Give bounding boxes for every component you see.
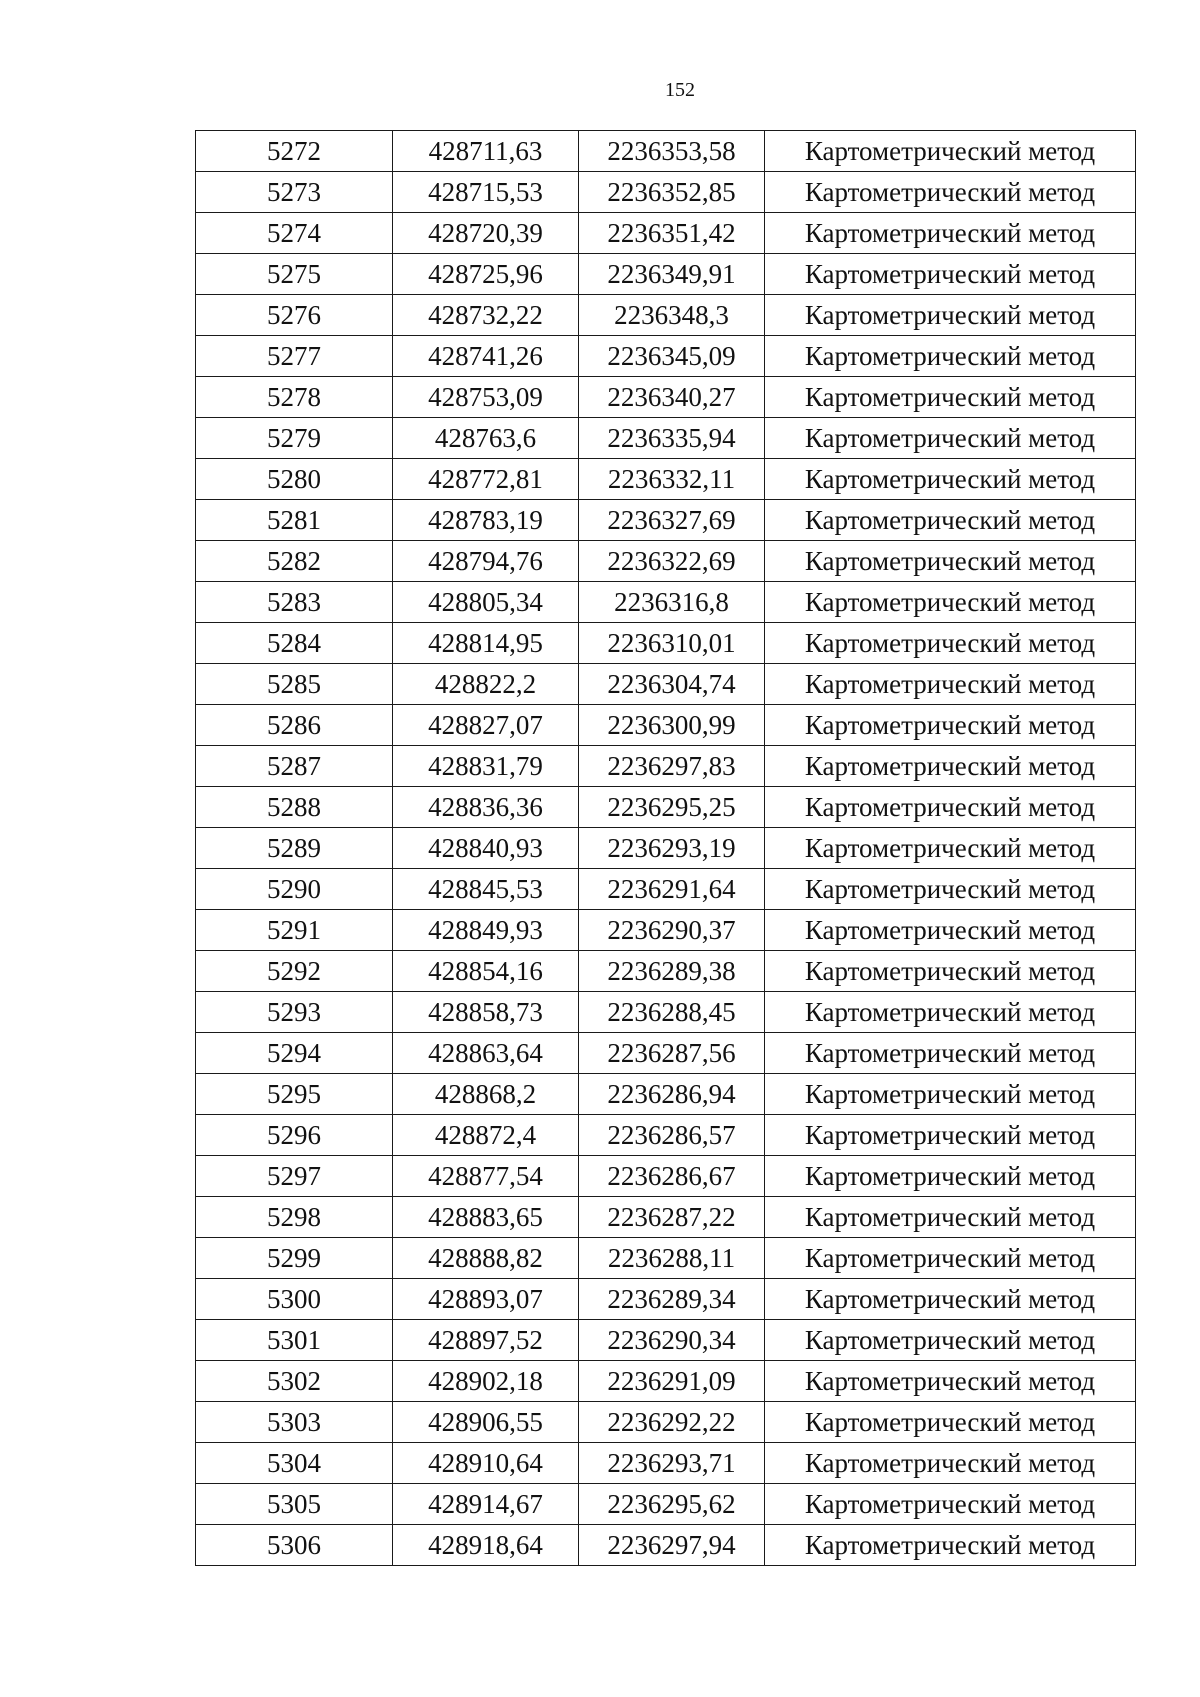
x-coordinate-cell: 428715,53: [393, 172, 579, 213]
x-coordinate-cell: 428725,96: [393, 254, 579, 295]
method-cell: Картометрический метод: [765, 910, 1136, 951]
point-number-cell: 5295: [196, 1074, 393, 1115]
point-number-cell: 5292: [196, 951, 393, 992]
y-coordinate-cell: 2236297,94: [579, 1525, 765, 1566]
x-coordinate-cell: 428888,82: [393, 1238, 579, 1279]
point-number-cell: 5290: [196, 869, 393, 910]
point-number-cell: 5300: [196, 1279, 393, 1320]
table-row: [196, 254, 1136, 295]
point-number-cell: 5287: [196, 746, 393, 787]
table-row: [196, 664, 1136, 705]
x-coordinate-cell: 428872,4: [393, 1115, 579, 1156]
y-coordinate-cell: 2236286,94: [579, 1074, 765, 1115]
method-cell: Картометрический метод: [765, 664, 1136, 705]
table-row: [196, 377, 1136, 418]
method-cell: Картометрический метод: [765, 459, 1136, 500]
x-coordinate-cell: 428741,26: [393, 336, 579, 377]
y-coordinate-cell: 2236340,27: [579, 377, 765, 418]
y-coordinate-cell: 2236295,62: [579, 1484, 765, 1525]
point-number-cell: 5306: [196, 1525, 393, 1566]
table-row: [196, 172, 1136, 213]
y-coordinate-cell: 2236297,83: [579, 746, 765, 787]
x-coordinate-cell: 428720,39: [393, 213, 579, 254]
point-number-cell: 5298: [196, 1197, 393, 1238]
table-row: [196, 951, 1136, 992]
coordinates-table-body: [196, 131, 1136, 1566]
point-number-cell: 5305: [196, 1484, 393, 1525]
x-coordinate-cell: 428822,2: [393, 664, 579, 705]
point-number-cell: 5301: [196, 1320, 393, 1361]
point-number-cell: 5296: [196, 1115, 393, 1156]
point-number-cell: 5276: [196, 295, 393, 336]
y-coordinate-cell: 2236290,37: [579, 910, 765, 951]
x-coordinate-cell: 428877,54: [393, 1156, 579, 1197]
y-coordinate-cell: 2236327,69: [579, 500, 765, 541]
method-cell: Картометрический метод: [765, 541, 1136, 582]
point-number-cell: 5289: [196, 828, 393, 869]
y-coordinate-cell: 2236293,19: [579, 828, 765, 869]
y-coordinate-cell: 2236349,91: [579, 254, 765, 295]
y-coordinate-cell: 2236286,67: [579, 1156, 765, 1197]
point-number-cell: 5273: [196, 172, 393, 213]
point-number-cell: 5299: [196, 1238, 393, 1279]
x-coordinate-cell: 428883,65: [393, 1197, 579, 1238]
y-coordinate-cell: 2236351,42: [579, 213, 765, 254]
table-row: [196, 1074, 1136, 1115]
x-coordinate-cell: 428849,93: [393, 910, 579, 951]
method-cell: Картометрический метод: [765, 1402, 1136, 1443]
table-row: [196, 746, 1136, 787]
method-cell: Картометрический метод: [765, 295, 1136, 336]
x-coordinate-cell: 428732,22: [393, 295, 579, 336]
table-row: [196, 131, 1136, 172]
x-coordinate-cell: 428897,52: [393, 1320, 579, 1361]
x-coordinate-cell: 428910,64: [393, 1443, 579, 1484]
method-cell: Картометрический метод: [765, 1279, 1136, 1320]
y-coordinate-cell: 2236322,69: [579, 541, 765, 582]
method-cell: Картометрический метод: [765, 705, 1136, 746]
x-coordinate-cell: 428763,6: [393, 418, 579, 459]
method-cell: Картометрический метод: [765, 418, 1136, 459]
y-coordinate-cell: 2236293,71: [579, 1443, 765, 1484]
y-coordinate-cell: 2236304,74: [579, 664, 765, 705]
table-row: [196, 787, 1136, 828]
method-cell: Картометрический метод: [765, 1361, 1136, 1402]
table-row: [196, 213, 1136, 254]
method-cell: Картометрический метод: [765, 869, 1136, 910]
x-coordinate-cell: 428863,64: [393, 1033, 579, 1074]
table-row: [196, 1115, 1136, 1156]
point-number-cell: 5284: [196, 623, 393, 664]
table-row: [196, 1033, 1136, 1074]
point-number-cell: 5278: [196, 377, 393, 418]
table-row: [196, 910, 1136, 951]
x-coordinate-cell: 428840,93: [393, 828, 579, 869]
method-cell: Картометрический метод: [765, 623, 1136, 664]
y-coordinate-cell: 2236353,58: [579, 131, 765, 172]
table-row: [196, 1443, 1136, 1484]
x-coordinate-cell: 428906,55: [393, 1402, 579, 1443]
point-number-cell: 5288: [196, 787, 393, 828]
y-coordinate-cell: 2236335,94: [579, 418, 765, 459]
point-number-cell: 5279: [196, 418, 393, 459]
point-number-cell: 5297: [196, 1156, 393, 1197]
point-number-cell: 5282: [196, 541, 393, 582]
table-row: [196, 1484, 1136, 1525]
y-coordinate-cell: 2236316,8: [579, 582, 765, 623]
method-cell: Картометрический метод: [765, 1238, 1136, 1279]
method-cell: Картометрический метод: [765, 1443, 1136, 1484]
y-coordinate-cell: 2236290,34: [579, 1320, 765, 1361]
table-row: [196, 582, 1136, 623]
method-cell: Картометрический метод: [765, 828, 1136, 869]
y-coordinate-cell: 2236292,22: [579, 1402, 765, 1443]
table-row: [196, 869, 1136, 910]
method-cell: Картометрический метод: [765, 1156, 1136, 1197]
method-cell: Картометрический метод: [765, 213, 1136, 254]
method-cell: Картометрический метод: [765, 582, 1136, 623]
table-row: [196, 1238, 1136, 1279]
method-cell: Картометрический метод: [765, 254, 1136, 295]
x-coordinate-cell: 428858,73: [393, 992, 579, 1033]
x-coordinate-cell: 428827,07: [393, 705, 579, 746]
y-coordinate-cell: 2236288,11: [579, 1238, 765, 1279]
y-coordinate-cell: 2236291,09: [579, 1361, 765, 1402]
method-cell: Картометрический метод: [765, 1484, 1136, 1525]
method-cell: Картометрический метод: [765, 1320, 1136, 1361]
point-number-cell: 5274: [196, 213, 393, 254]
method-cell: Картометрический метод: [765, 131, 1136, 172]
table-row: [196, 295, 1136, 336]
x-coordinate-cell: 428783,19: [393, 500, 579, 541]
point-number-cell: 5291: [196, 910, 393, 951]
method-cell: Картометрический метод: [765, 336, 1136, 377]
method-cell: Картометрический метод: [765, 172, 1136, 213]
x-coordinate-cell: 428711,63: [393, 131, 579, 172]
table-row: [196, 418, 1136, 459]
method-cell: Картометрический метод: [765, 500, 1136, 541]
table-row: [196, 1361, 1136, 1402]
y-coordinate-cell: 2236310,01: [579, 623, 765, 664]
point-number-cell: 5272: [196, 131, 393, 172]
x-coordinate-cell: 428854,16: [393, 951, 579, 992]
page-number: 152: [665, 79, 695, 101]
table-row: [196, 623, 1136, 664]
table-row: [196, 336, 1136, 377]
table-row: [196, 1197, 1136, 1238]
method-cell: Картометрический метод: [765, 1115, 1136, 1156]
x-coordinate-cell: 428845,53: [393, 869, 579, 910]
y-coordinate-cell: 2236286,57: [579, 1115, 765, 1156]
y-coordinate-cell: 2236288,45: [579, 992, 765, 1033]
table-row: [196, 705, 1136, 746]
table-row: [196, 500, 1136, 541]
x-coordinate-cell: 428794,76: [393, 541, 579, 582]
point-number-cell: 5283: [196, 582, 393, 623]
y-coordinate-cell: 2236295,25: [579, 787, 765, 828]
x-coordinate-cell: 428814,95: [393, 623, 579, 664]
x-coordinate-cell: 428836,36: [393, 787, 579, 828]
table-row: [196, 1402, 1136, 1443]
y-coordinate-cell: 2236352,85: [579, 172, 765, 213]
point-number-cell: 5304: [196, 1443, 393, 1484]
table-row: [196, 541, 1136, 582]
method-cell: Картометрический метод: [765, 1525, 1136, 1566]
y-coordinate-cell: 2236287,22: [579, 1197, 765, 1238]
x-coordinate-cell: 428902,18: [393, 1361, 579, 1402]
method-cell: Картометрический метод: [765, 951, 1136, 992]
x-coordinate-cell: 428918,64: [393, 1525, 579, 1566]
x-coordinate-cell: 428805,34: [393, 582, 579, 623]
method-cell: Картометрический метод: [765, 992, 1136, 1033]
table-row: [196, 1525, 1136, 1566]
x-coordinate-cell: 428914,67: [393, 1484, 579, 1525]
y-coordinate-cell: 2236289,38: [579, 951, 765, 992]
method-cell: Картометрический метод: [765, 787, 1136, 828]
x-coordinate-cell: 428753,09: [393, 377, 579, 418]
table-row: [196, 828, 1136, 869]
point-number-cell: 5286: [196, 705, 393, 746]
point-number-cell: 5277: [196, 336, 393, 377]
table-row: [196, 1320, 1136, 1361]
y-coordinate-cell: 2236345,09: [579, 336, 765, 377]
table-row: [196, 1279, 1136, 1320]
point-number-cell: 5293: [196, 992, 393, 1033]
method-cell: Картометрический метод: [765, 377, 1136, 418]
table-row: [196, 992, 1136, 1033]
point-number-cell: 5275: [196, 254, 393, 295]
point-number-cell: 5302: [196, 1361, 393, 1402]
point-number-cell: 5294: [196, 1033, 393, 1074]
table-row: [196, 459, 1136, 500]
y-coordinate-cell: 2236348,3: [579, 295, 765, 336]
method-cell: Картометрический метод: [765, 1074, 1136, 1115]
y-coordinate-cell: 2236291,64: [579, 869, 765, 910]
y-coordinate-cell: 2236289,34: [579, 1279, 765, 1320]
table-row: [196, 1156, 1136, 1197]
x-coordinate-cell: 428868,2: [393, 1074, 579, 1115]
point-number-cell: 5303: [196, 1402, 393, 1443]
x-coordinate-cell: 428831,79: [393, 746, 579, 787]
y-coordinate-cell: 2236287,56: [579, 1033, 765, 1074]
method-cell: Картометрический метод: [765, 1197, 1136, 1238]
method-cell: Картометрический метод: [765, 1033, 1136, 1074]
method-cell: Картометрический метод: [765, 746, 1136, 787]
x-coordinate-cell: 428772,81: [393, 459, 579, 500]
point-number-cell: 5281: [196, 500, 393, 541]
point-number-cell: 5280: [196, 459, 393, 500]
coordinates-table: [195, 130, 1136, 1566]
y-coordinate-cell: 2236332,11: [579, 459, 765, 500]
y-coordinate-cell: 2236300,99: [579, 705, 765, 746]
x-coordinate-cell: 428893,07: [393, 1279, 579, 1320]
point-number-cell: 5285: [196, 664, 393, 705]
